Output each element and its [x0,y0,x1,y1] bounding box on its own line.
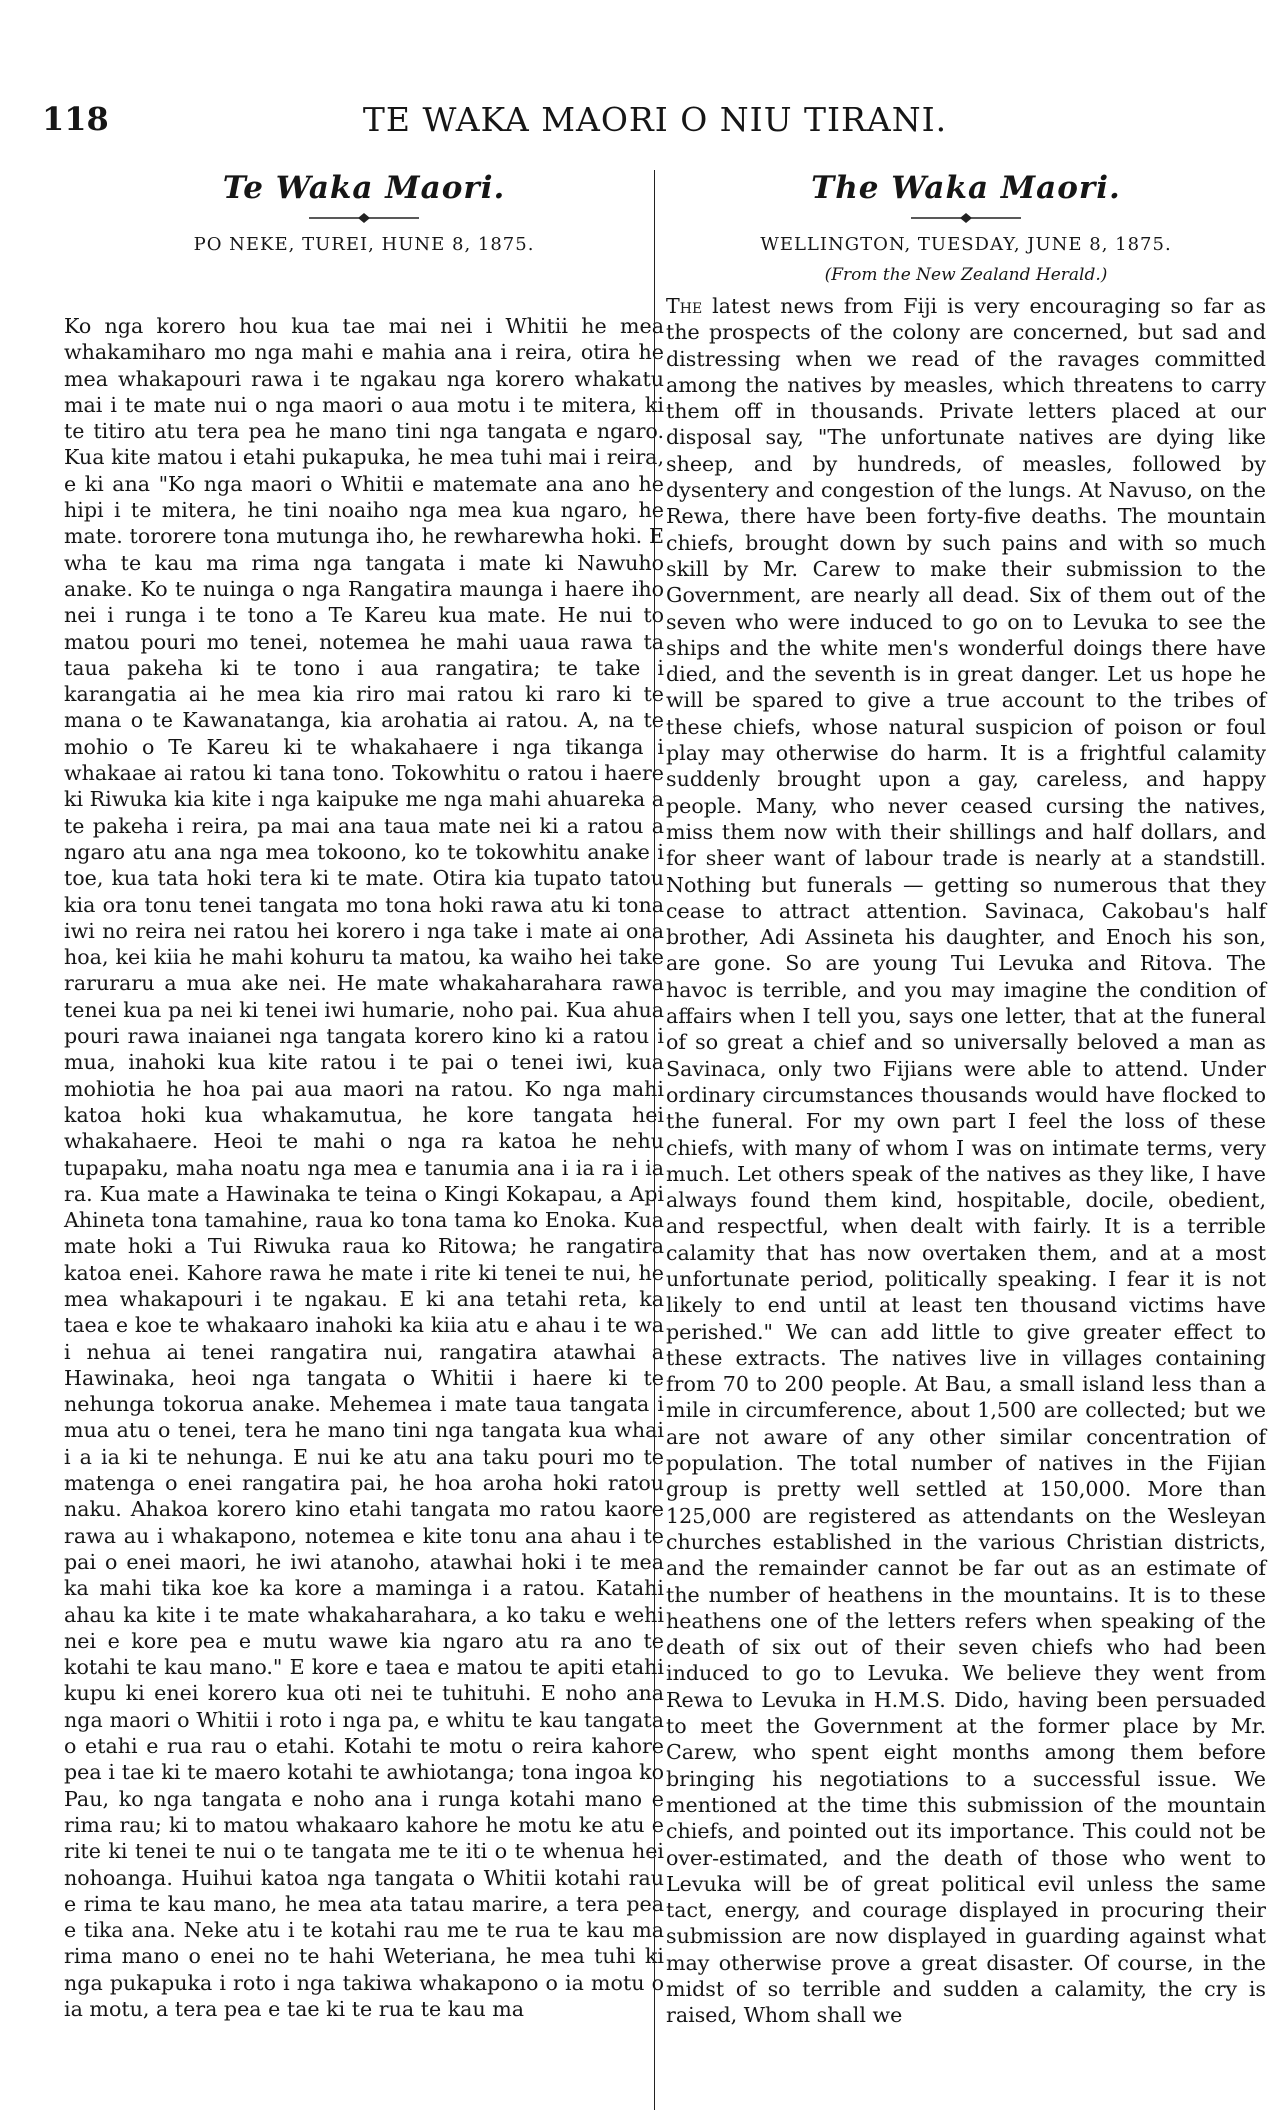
right-masthead: The Waka Maori. [811,170,1121,206]
divider-ornament [911,212,1021,224]
left-dateline: PO NEKE, TUREI, HUNE 8, 1875. [193,234,535,255]
right-column [666,160,1266,2029]
right-dateline: WELLINGTON, TUESDAY, JUNE 8, 1875. [760,234,1172,255]
left-article-paragraph: Ko nga korero hou kua tae mai nei i Whitii he mea whakamiharo mo nga mahi e mahia ana i reira, otira he mea whakapouri rawa i te ngakau nga korero whakatu mai i te mate nui o nga maori o aua motu i te mitera, ki te titiro atu tera pea he mano tini nga tangata e ngaro. Kua kite matou i etahi pukapuka, he mea tuhi mai i reira, e ki ana "Ko nga maori o Whitii e matemate ana ano he hipi i te mitera, he tini noaiho nga mea kua ngaro, he mate. tororere tona mutunga iho, he rewharewha hoki. E wha te kau ma rima nga tangata i mate ki Nawuho anake. Ko te nuinga o nga Rangatira maunga i haere iho nei i runga i te tono a Te Kareu kua mate. He nui to matou pouri mo tenei, notemea he mahi uaua rawa ta taua pakeha ki te tono i aua rangatira; te take i karangatia ai he mea kia riro mai ratou ki raro ki te mana o te Kawanatanga, kia arohatia ai ratou. A, na te mohio o Te Kareu ki te whakahaere i nga tikanga i whakaae ai ratou ki tana tono. Tokowhitu o ratou i haere ki Riwuka kia kite i nga kaipuke me nga mahi ahuareka a te pakeha i reira, pa mai ana taua mate nei ki a ratou a ngaro atu ana nga mea tokoono, ko te tokowhitu anake i toe, kua tata hoki tera ki te mate. Otira kia tupato tatou kia ora tonu tenei tangata mo tona hoki rawa atu ki tona iwi no reira nei ratou hei korero i nga take i mate ai ona hoa, kei kiia he mahi kohuru ta matou, ka waiho hei take raruraru a mua ake nei. He mate whakaharahara rawa tenei kua pa nei ki tenei iwi humarie, noho pai. Kua ahua pouri rawa inaianei nga tangata korero kino ki a ratou i mua, inahoki kua kite ratou i te pai o tenei iwi, kua mohiotia he hoa pai aua maori na ratou. Ko nga mahi katoa hoki kua whakamutua, he kore tangata hei whakahaere. Heoi te mahi o nga ra katoa he nehu tupapaku, maha noatu nga mea e tanumia ana i ia ra i ia ra. Kua mate a Hawinaka te teina o Kingi Kokapau, a Api Ahineta tona tamahine, raua ko tona tama ko Enoka. Kua mate hoki a Tui Riwuka raua ko Ritowa; he rangatira katoa enei. Kahore rawa he mate i rite ki tenei te nui, he mea whakapouri i te ngakau. E ki ana tetahi reta, ka taea e koe te whakaaro inahoki ka kiia atu e ahau i te wa i nehua ai tenei rangatira nui, rangatira atawhai a Hawinaka, heoi nga tangata o Whitii i haere ki te nehunga tokorua anake. Mehemea i mate taua tangata i mua atu o tenei, tera he mano tini nga tangata kua whai i a ia ki te nehunga. E nui ke atu ana taku pouri mo te matenga o enei rangatira pai, he hoa aroha hoki ratou naku. Ahakoa korero kino etahi tangata mo ratou kaore rawa au i whakapono, notemea e kite tonu ana ahau i te pai o enei maori, he iwi atanoho, atawhai hoki i te mea ka mahi tika koe ka kore a maminga i a ratou. Katahi ahau ka kite i te mate whakaharahara, a ko taku e wehi nei e kore pea e mutu wawe kia ngaro atu ra ano te kotahi te kau mano." E kore e taea e matou te apiti etahi kupu ki enei korero kua oti nei te tuhituhi. E noho ana nga maori o Whitii i roto i nga pa, e whitu te kau tangata o etahi e rua rau o etahi. Kotahi te motu o reira kahore pea i tae ki te maero kotahi te awhiotanga; tona ingoa ko Pau, ko nga tangata e noho ana i runga kotahi mano e rima rau; ki to matou whakaaro kahore he motu ke atu e rite ki tenei te nui o te tangata me te iti o te whenua hei nohoanga. Huihui katoa nga tangata o Whitii kotahi rau e rima te kau mano, he mea ata tatau marire, a tera pea e tika ana. Neke atu i te kotahi rau me te rua te kau ma rima mano o enei no te hahi Weteriana, he mea tuhi ki nga pukapuka i roto i nga takiwa whakapono o ia motu o ia motu, a tera pea e tae ki te rua te kau ma [64,314,664,2021]
page-number: 118 [42,100,109,138]
article-source: (From the New Zealand Herald.) [824,265,1108,285]
right-article-body [666,293,1266,2029]
divider-ornament [309,212,419,224]
lead-word: The [666,294,703,318]
running-head: TE WAKA MAORI O NIU TIRANI. [362,100,948,139]
left-column [64,160,664,2022]
left-masthead: Te Waka Maori. [222,170,506,206]
left-article-body [64,313,664,2022]
right-article-paragraph: latest news from Fiji is very encouraging so far as the prospects of the colony are concerned, but sad and distressing when we read of the ravages committed among the natives by measles, which threatens to carry them off in thousands. Private letters placed at our disposal say, "The unfortunate natives are dying like sheep, and by hundreds, of measles, followed by dysentery and congestion of the lungs. At Navuso, on the Rewa, there have been forty-five deaths. The mountain chiefs, brought down by such pains and with so much skill by Mr. Carew to make their submission to the Government, are nearly all dead. Six of them out of the seven who were induced to go on to Levuka to see the ships and the white men's wonderful doings there have died, and the seventh is in great danger. Let us hope he will be spared to give a true account to the tribes of these chiefs, whose natural suspicion of poison or foul play may otherwise do harm. It is a frightful calamity suddenly brought upon a gay, careless, and happy people. Many, who never ceased cursing the natives, miss them now with their shillings and half dollars, and for sheer want of labour trade is nearly at a standstill. Nothing but funerals — getting so numerous that they cease to attract attention. Savinaca, Cakobau's half brother, Adi Assineta his daughter, and Enoch his son, are gone. So are young Tui Levuka and Ritova. The havoc is terrible, and you may imagine the condition of affairs when I tell you, says one letter, that at the funeral of so great a chief and so universally beloved a man as Savinaca, only two Fijians were able to attend. Under ordinary circumstances thousands would have flocked to the funeral. For my own part I feel the loss of these chiefs, with many of whom I was on intimate terms, very much. Let others speak of the natives as they like, I have always found them kind, hospitable, docile, obedient, and respectful, when dealt with fairly. It is a terrible calamity that has now overtaken them, and at a most unfortunate period, politically speaking. I fear it is not likely to end until at least ten thousand victims have perished." We can add little to give greater effect to these extracts. The natives live in villages containing from 70 to 200 people. At Bau, a small island less than a mile in circumference, about 1,500 are collected; but we are not aware of any other similar concentration of population. The total number of natives in the Fijian group is pretty well settled at 150,000. More than 125,000 are registered as attendants on the Wesleyan churches established in the various Christian districts, and the remainder cannot be far out as an estimate of the number of heathens in the mountains. It is to these heathens one of the letters refers when speaking of the death of six out of their seven chiefs who had been induced to go to Levuka. We believe they went from Rewa to Levuka in H.M.S. Dido, having been persuaded to meet the Government at the former place by Mr. Carew, who spent eight months among them before bringing his negotiations to a successful issue. We mentioned at the time this submission of the mountain chiefs, and pointed out its importance. This could not be over-estimated, and the death of those who went to Levuka will be of great political evil unless the same tact, energy, and courage displayed in procuring their submission are now displayed in guarding against what may otherwise prove a great disaster. Of course, in the midst of so terrible and sudden a calamity, the cry is raised, Whom shall we [666,294,1267,2028]
